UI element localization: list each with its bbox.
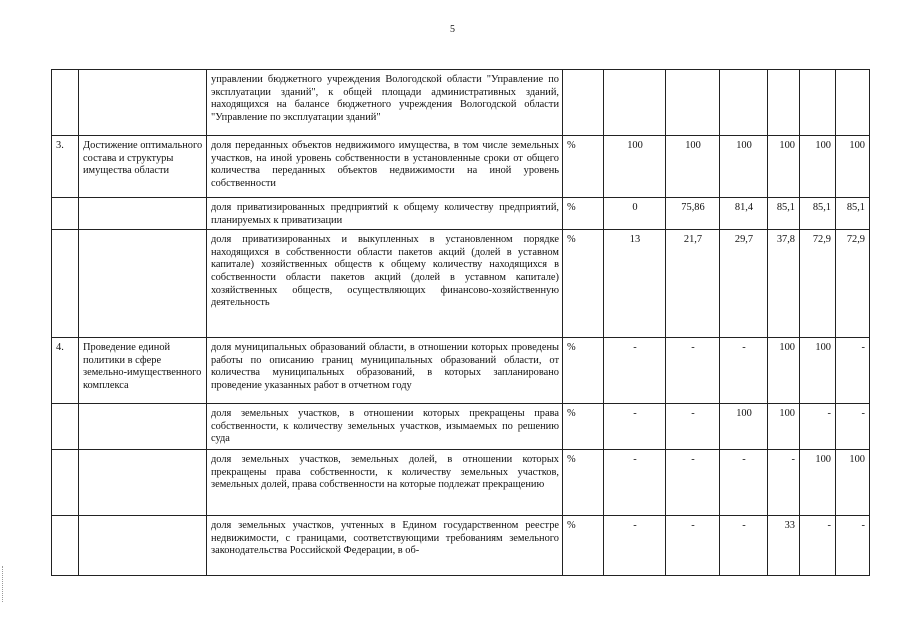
goal-cell	[79, 404, 207, 450]
goal-cell: Достижение оптимального состава и структуры имущества области	[79, 136, 207, 198]
value-cell: 85,1	[800, 198, 836, 230]
indicator-cell: доля приватизированных предприятий к общему количеству предприятий, планируемых к приватизации	[207, 198, 563, 230]
unit-cell	[563, 70, 604, 136]
value-cell: -	[768, 450, 800, 516]
row-number-cell	[52, 516, 79, 576]
value-cell: 72,9	[800, 230, 836, 338]
row-number-cell	[52, 404, 79, 450]
value-cell: 100	[666, 136, 720, 198]
value-cell: 100	[800, 136, 836, 198]
table-row	[52, 404, 870, 450]
unit-cell: %	[563, 198, 604, 230]
value-cell: -	[836, 404, 870, 450]
value-cell: -	[666, 450, 720, 516]
value-cell: 0	[604, 198, 666, 230]
unit-cell: %	[563, 516, 604, 576]
table-body	[52, 70, 870, 576]
value-cell: -	[604, 404, 666, 450]
indicator-cell: доля земельных участков, учтенных в Едином государственном реестре недвижимости, с границами, соответствующими требованиям земельного законодательства Российской Федерации, в об-	[207, 516, 563, 576]
value-cell: -	[666, 338, 720, 404]
row-number-cell	[52, 70, 79, 136]
goal-cell	[79, 198, 207, 230]
value-cell	[720, 70, 768, 136]
unit-cell: %	[563, 338, 604, 404]
row-number-cell: 3.	[52, 136, 79, 198]
table-row	[52, 198, 870, 230]
indicators-table	[51, 69, 870, 576]
table-row	[52, 450, 870, 516]
value-cell	[836, 70, 870, 136]
unit-cell: %	[563, 404, 604, 450]
row-number-cell	[52, 450, 79, 516]
table-row	[52, 70, 870, 136]
row-number-cell: 4.	[52, 338, 79, 404]
value-cell: -	[800, 404, 836, 450]
value-cell: 21,7	[666, 230, 720, 338]
indicator-cell: управлении бюджетного учреждения Вологодской области "Управление по эксплуатации зданий", к общей площади административных зданий, находящихся на балансе бюджетного учреждения Вологодской области "Управление по эксплуатации зданий"	[207, 70, 563, 136]
value-cell: -	[666, 516, 720, 576]
value-cell: 72,9	[836, 230, 870, 338]
value-cell: -	[836, 338, 870, 404]
indicator-cell: доля муниципальных образований области, в отношении которых проведены работы по описанию границ муниципальных образований области, от количества муниципальных образований, в которых запланировано проведение указанных работ в отчетном году	[207, 338, 563, 404]
value-cell: 100	[768, 136, 800, 198]
value-cell: -	[836, 516, 870, 576]
value-cell	[800, 70, 836, 136]
goal-cell: Проведение единой политики в сфере земельно-имущественного комплекса	[79, 338, 207, 404]
table-row	[52, 230, 870, 338]
value-cell: 100	[720, 136, 768, 198]
value-cell: 100	[768, 338, 800, 404]
value-cell	[666, 70, 720, 136]
value-cell: -	[666, 404, 720, 450]
value-cell: 100	[836, 136, 870, 198]
value-cell: 100	[604, 136, 666, 198]
value-cell: 37,8	[768, 230, 800, 338]
value-cell	[768, 70, 800, 136]
indicator-cell: доля переданных объектов недвижимого имущества, в том числе земельных участков, на иной уровень собственности в установленные сроки от общего количества переданных объектов недвижимости на иной уровень собственности	[207, 136, 563, 198]
scan-margin-mark	[2, 566, 7, 602]
indicator-cell: доля земельных участков, земельных долей, в отношении которых прекращены права собственности, к количеству земельных участков, земельных долей, права собственности на которые подлежат прекращению	[207, 450, 563, 516]
indicator-cell: доля земельных участков, в отношении которых прекращены права собственности, к количеству земельных участков, изымаемых по решению суда	[207, 404, 563, 450]
value-cell: 100	[836, 450, 870, 516]
value-cell: 85,1	[836, 198, 870, 230]
value-cell: 33	[768, 516, 800, 576]
goal-cell	[79, 230, 207, 338]
table-row	[52, 136, 870, 198]
value-cell: -	[604, 338, 666, 404]
value-cell: -	[720, 516, 768, 576]
row-number-cell	[52, 230, 79, 338]
unit-cell: %	[563, 450, 604, 516]
row-number-cell	[52, 198, 79, 230]
value-cell: 100	[800, 450, 836, 516]
value-cell: 100	[800, 338, 836, 404]
value-cell: -	[604, 450, 666, 516]
value-cell: 100	[720, 404, 768, 450]
indicator-cell: доля приватизированных и выкупленных в установленном порядке находящихся в собственности области пакетов акций (долей в уставном капитале) хозяйственных обществ к общему количеству находящихся в собственности области пакетов акций (долей в уставном капитале) хозяйственных обществ, осуществляющих финансово-хозяйственную деятельность	[207, 230, 563, 338]
goal-cell	[79, 516, 207, 576]
value-cell: 100	[768, 404, 800, 450]
value-cell: 75,86	[666, 198, 720, 230]
goal-cell	[79, 70, 207, 136]
page-number: 5	[450, 24, 455, 35]
value-cell: -	[800, 516, 836, 576]
unit-cell: %	[563, 230, 604, 338]
value-cell: 29,7	[720, 230, 768, 338]
value-cell: -	[604, 516, 666, 576]
unit-cell: %	[563, 136, 604, 198]
table-row	[52, 516, 870, 576]
value-cell: -	[720, 450, 768, 516]
value-cell: 85,1	[768, 198, 800, 230]
value-cell: -	[720, 338, 768, 404]
table-row	[52, 338, 870, 404]
value-cell: 81,4	[720, 198, 768, 230]
value-cell: 13	[604, 230, 666, 338]
goal-cell	[79, 450, 207, 516]
value-cell	[604, 70, 666, 136]
